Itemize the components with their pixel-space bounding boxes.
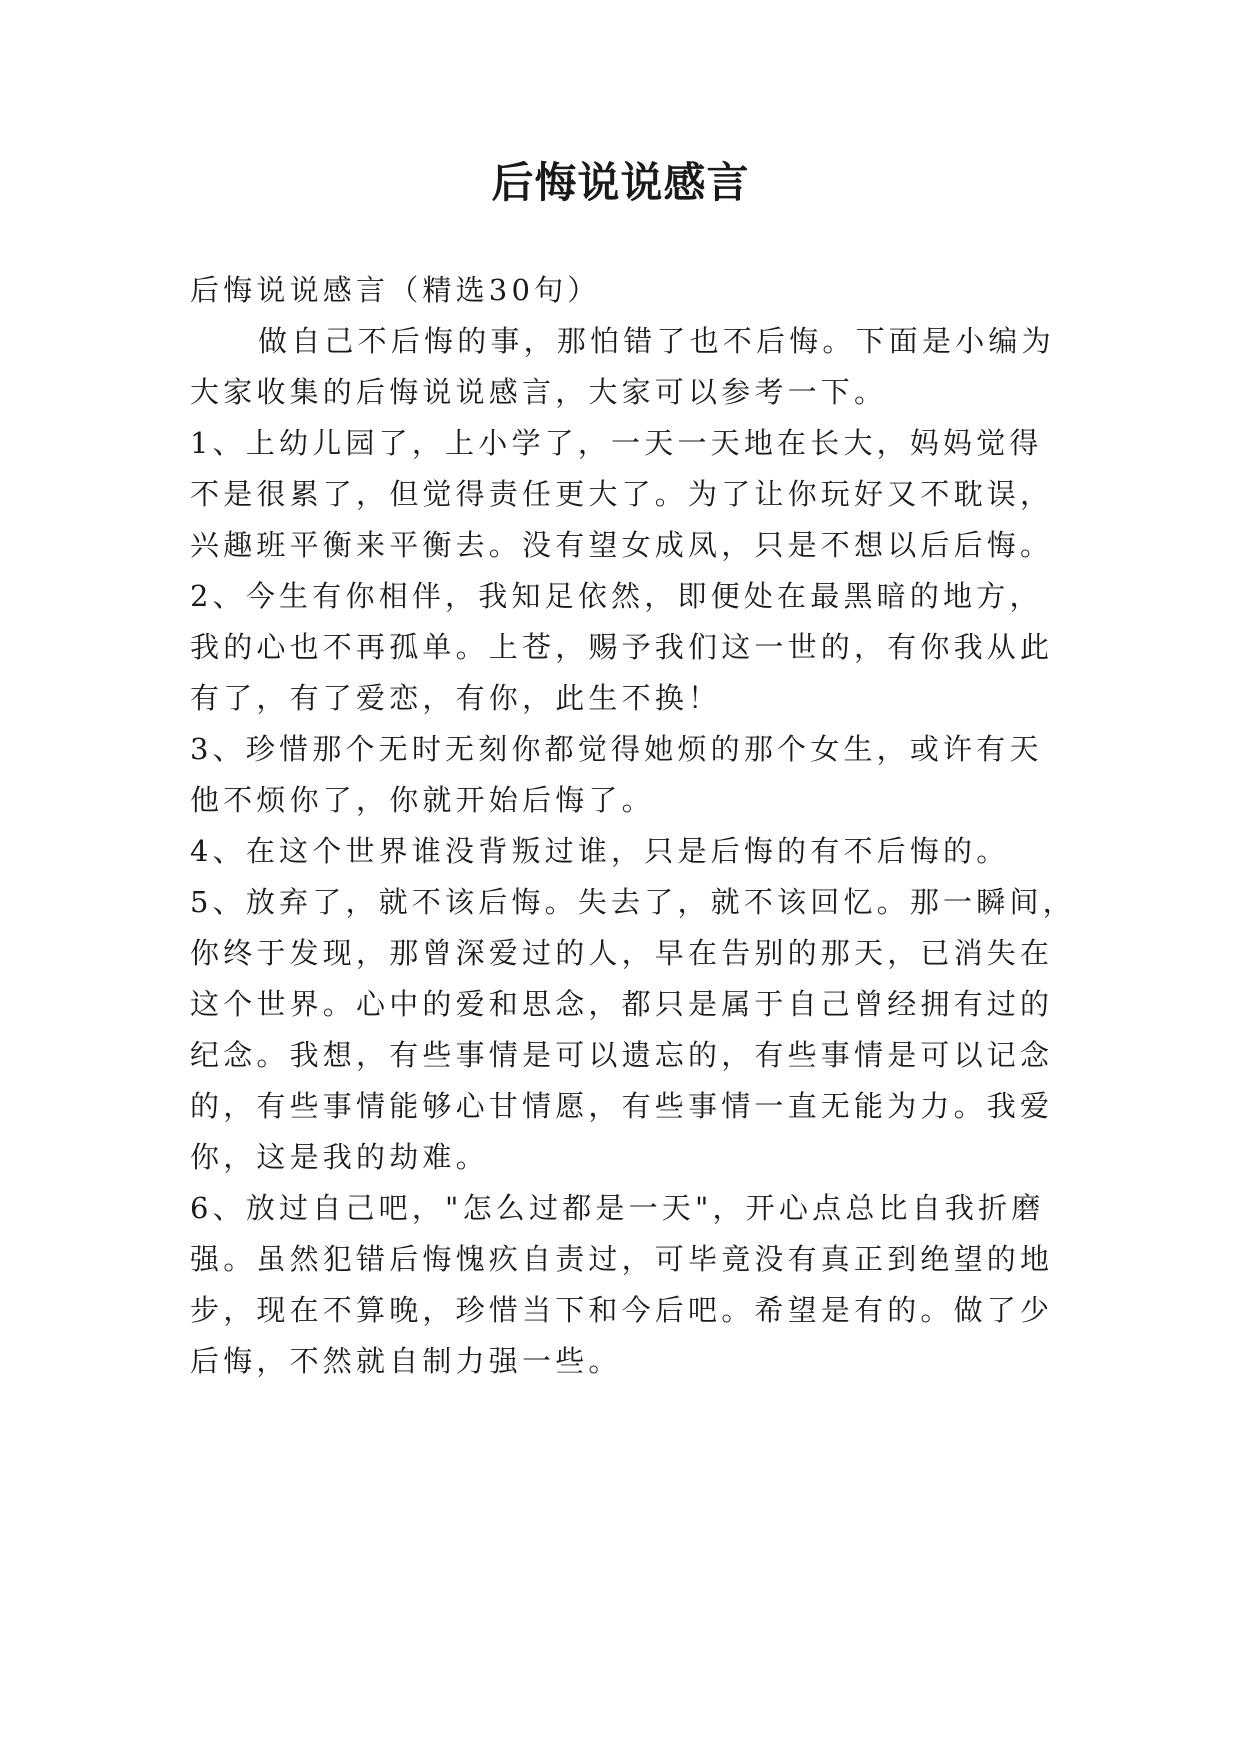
item-1-line-1: 1、上幼儿园了，上小学了，一天一天地在长大，妈妈觉得 (190, 426, 1043, 460)
intro-line-1: 做自己不后悔的事，那怕错了也不后悔。下面是小编为 (258, 324, 1055, 358)
subtitle-line: 后悔说说感言（精选30句） (190, 273, 601, 307)
item-5-line-6: 你，这是我的劫难。 (190, 1140, 489, 1174)
document-title: 后悔说说感言 (491, 158, 750, 207)
item-6-line-1: 6、放过自己吧，"怎么过都是一天"，开心点总比自我折磨 (190, 1191, 1045, 1225)
item-5-line-2: 你终于发现，那曾深爱过的人，早在告别的那天，已消失在 (190, 936, 1054, 970)
item-3-line-1: 3、珍惜那个无时无刻你都觉得她烦的那个女生，或许有天 (190, 732, 1043, 766)
intro-line-2: 大家收集的后悔说说感言，大家可以参考一下。 (190, 375, 888, 409)
item-3-line-2: 他不烦你了，你就开始后悔了。 (190, 783, 655, 817)
item-4-line-1: 4、在这个世界谁没背叛过谁，只是后悔的有不后悔的。 (190, 834, 1010, 868)
item-6-line-4: 后悔，不然就自制力强一些。 (190, 1344, 622, 1378)
item-1-line-3: 兴趣班平衡来平衡去。没有望女成凤，只是不想以后后悔。 (190, 528, 1054, 562)
item-5-line-4: 纪念。我想，有些事情是可以遗忘的，有些事情是可以记念 (190, 1038, 1054, 1072)
item-6-line-2: 强。虽然犯错后悔愧疚自责过，可毕竟没有真正到绝望的地 (190, 1242, 1054, 1276)
item-5-line-1: 5、放弃了，就不该后悔。失去了，就不该回忆。那一瞬间， (190, 885, 1076, 919)
item-2-line-3: 有了，有了爱恋，有你，此生不换！ (190, 681, 722, 715)
item-6-line-3: 步，现在不算晚，珍惜当下和今后吧。希望是有的。做了少 (190, 1293, 1054, 1327)
item-5-line-3: 这个世界。心中的爱和思念，都只是属于自己曾经拥有过的 (190, 987, 1054, 1021)
item-2-line-2: 我的心也不再孤单。上苍，赐予我们这一世的，有你我从此 (190, 630, 1054, 664)
item-1-line-2: 不是很累了，但觉得责任更大了。为了让你玩好又不耽误， (190, 477, 1054, 511)
item-2-line-1: 2、今生有你相伴，我知足依然，即便处在最黑暗的地方， (190, 579, 1043, 613)
item-5-line-5: 的，有些事情能够心甘情愿，有些事情一直无能为力。我爱 (190, 1089, 1054, 1123)
